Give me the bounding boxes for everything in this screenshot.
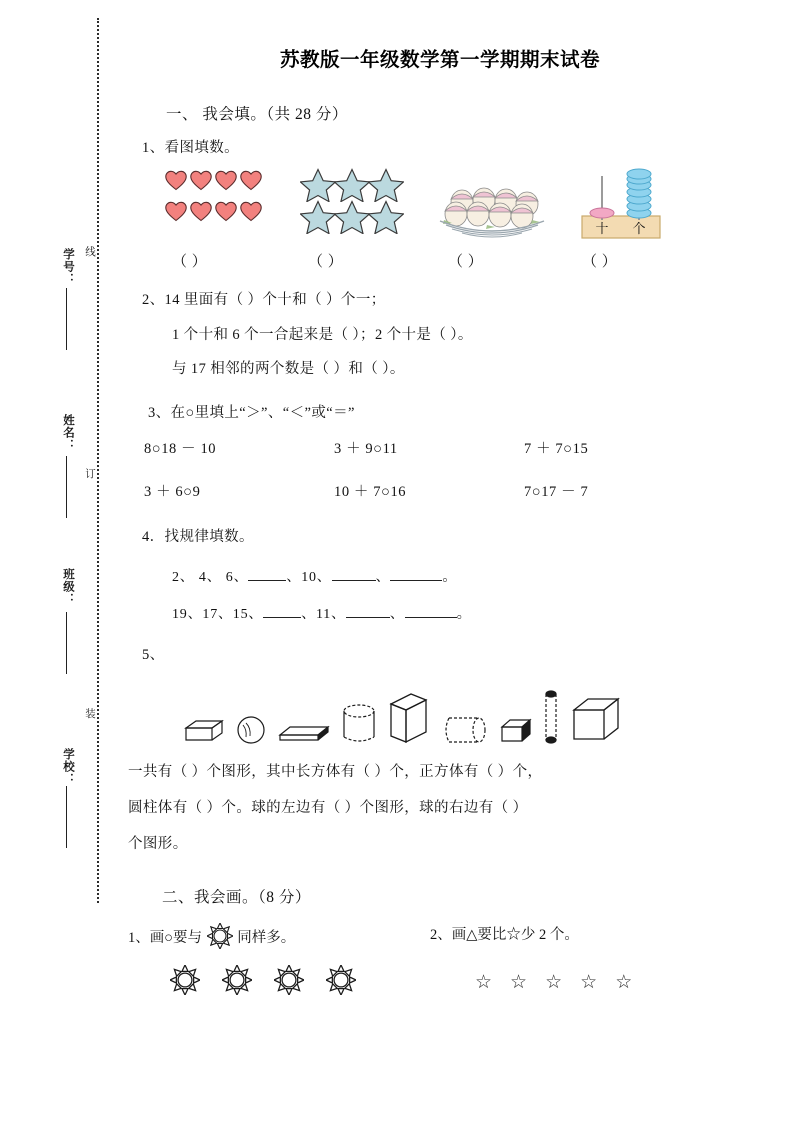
- answer-paren-1[interactable]: （ ）: [172, 253, 208, 270]
- question-4-prompt: 4．找规律填数。: [142, 528, 254, 545]
- sequence-1-blank-3[interactable]: [390, 580, 442, 581]
- star-icon: [300, 200, 336, 234]
- question-5-text-line-1: 一共有（ ）个图形，其中长方体有（ ）个，正方体有（ ）个，: [128, 764, 543, 781]
- sequence-2-middle: 、11、: [301, 606, 346, 622]
- heart-icon: [164, 168, 188, 192]
- heart-icon: [239, 199, 263, 223]
- section-heading-1: 一、 我会填。（共 28 分）: [166, 106, 348, 123]
- binding-dotted-line: [97, 18, 99, 903]
- margin-rule-4: [66, 786, 67, 848]
- draw-question-1: [128, 923, 295, 954]
- sequence-2-blank-1[interactable]: [263, 617, 301, 618]
- sequence-1-blank-1[interactable]: [248, 580, 286, 581]
- sun-icon: [207, 923, 233, 954]
- heart-icon: [189, 199, 213, 223]
- question-4-sequence-2: [120, 603, 760, 623]
- margin-name-label: 姓名：: [62, 414, 74, 452]
- sequence-2-suffix: 、: [389, 606, 405, 622]
- binding-margin: [0, 0, 100, 1122]
- solid-sphere-icon: [235, 714, 267, 746]
- solid-cylinder-icon: [341, 702, 377, 746]
- question-2-line-1: 2、14 里面有（ ）个十和（ ）个一；: [142, 291, 386, 308]
- star-icon: [368, 168, 404, 202]
- abacus-tens-label: 十: [595, 221, 609, 237]
- solid-small-cube-icon: [498, 714, 534, 746]
- question-3-prompt: 3、在○里填上“＞”、“＜”或“＝”: [148, 405, 355, 421]
- star-icon: [334, 200, 370, 234]
- stars-grid: [300, 168, 402, 232]
- hearts-group: [164, 168, 264, 246]
- sun-icon: [170, 965, 200, 995]
- sun-icon: [326, 965, 356, 995]
- margin-mark-ding: 订: [84, 468, 96, 479]
- sequence-2-prefix: 19、17、15、: [172, 606, 264, 622]
- margin-mark-zhuang: 装: [84, 708, 96, 719]
- abacus-ones-label: 个: [632, 221, 646, 237]
- sun-shapes-row: [170, 965, 356, 995]
- sun-icon: [274, 965, 304, 995]
- abacus-image: [572, 168, 672, 246]
- margin-rule-3: [66, 612, 67, 674]
- star-outline-icon: ☆: [475, 971, 493, 994]
- draw-question-2: 2、画△要比☆少 2 个。: [430, 927, 579, 944]
- question-2-line-3: 与 17 相邻的两个数是（ ）和（ ）。: [172, 361, 405, 378]
- question-2-line-2: 1 个十和 6 个一合起来是（ ）；2 个十是（ ）。: [172, 326, 473, 343]
- stars-group: [300, 168, 402, 246]
- page-title: 苏教版一年级数学第一学期期末试卷: [279, 48, 600, 71]
- section-heading-2: 二、我会画。（8 分）: [162, 889, 311, 907]
- star-outline-icon: ☆: [615, 971, 633, 994]
- margin-student-id-label: 学号：: [62, 248, 74, 286]
- margin-rule-1: [66, 288, 67, 350]
- question-1-picture-row: [120, 168, 760, 246]
- solid-lying-cylinder-icon: [439, 714, 489, 746]
- draw-questions-row: [120, 923, 760, 953]
- sequence-1-prefix: 2、 4、 6、: [172, 569, 249, 585]
- star-icon: [300, 168, 336, 202]
- margin-school-label: 学校：: [62, 748, 74, 786]
- question-1-text: 看图填数。: [164, 140, 240, 156]
- sequence-2-terminator: 。: [456, 606, 472, 622]
- solid-large-cube-icon: [568, 694, 624, 746]
- sun-icon: [222, 965, 252, 995]
- solid-cuboid-icon: [180, 714, 226, 746]
- sequence-1-suffix: 、: [375, 569, 391, 585]
- question-3-compare-grid: [120, 437, 760, 501]
- question-5-number: 5、: [142, 646, 165, 663]
- star-shapes-row: [475, 971, 632, 993]
- answer-paren-3[interactable]: （ ）: [448, 253, 484, 270]
- sequence-1-blank-2[interactable]: [332, 580, 376, 581]
- answer-paren-2[interactable]: （ ）: [308, 253, 344, 270]
- star-outline-icon: ☆: [545, 971, 563, 994]
- draw-q1-text-before: 1、画○要与: [128, 930, 203, 947]
- hearts-grid: [164, 168, 264, 230]
- answer-paren-4[interactable]: （ ）: [582, 253, 618, 270]
- heart-icon: [164, 199, 188, 223]
- heart-icon: [189, 168, 213, 192]
- heart-icon: [214, 199, 238, 223]
- sequence-2-blank-3[interactable]: [405, 617, 457, 618]
- sequence-1-middle: 、10、: [286, 569, 332, 585]
- compare-item[interactable]: 7 ＋ 7○15: [524, 440, 589, 457]
- solid-tall-cuboid-icon: [386, 690, 430, 746]
- star-icon: [368, 200, 404, 234]
- star-outline-icon: ☆: [510, 971, 528, 994]
- heart-icon: [239, 168, 263, 192]
- draw-q1-text-after: 同样多。: [237, 930, 296, 947]
- question-5-solids-row: [120, 672, 760, 746]
- sequence-1-terminator: 。: [442, 569, 458, 585]
- question-4-sequence-1: [120, 566, 760, 586]
- compare-item[interactable]: 8○18 － 10: [144, 440, 217, 457]
- question-5-text-line-3: 个图形。: [128, 835, 188, 852]
- heart-icon: [214, 168, 238, 192]
- margin-rule-2: [66, 456, 67, 518]
- exam-sheet: [120, 0, 760, 1023]
- question-1-answer-row: [120, 250, 760, 276]
- margin-mark-xian: 线: [84, 246, 96, 257]
- draw-answers-row: [120, 965, 760, 1023]
- question-5-text-line-2: 圆柱体有（ ）个。球的左边有（ ）个图形，球的右边有（ ）: [128, 799, 528, 816]
- sequence-2-blank-2[interactable]: [346, 617, 390, 618]
- question-1-prompt: [120, 138, 760, 160]
- margin-class-label: 班级：: [62, 568, 74, 606]
- compare-item[interactable]: 10 ＋ 7○16: [334, 483, 407, 500]
- star-outline-icon: ☆: [580, 971, 598, 994]
- solid-flat-cuboid-icon: [276, 718, 332, 746]
- peaches-plate-image: [432, 176, 552, 254]
- compare-item[interactable]: 3 ＋ 9○11: [334, 440, 398, 457]
- question-1-number: 1、: [142, 140, 165, 156]
- solid-thin-cylinder-icon: [543, 688, 559, 746]
- compare-item[interactable]: 7○17 － 7: [524, 483, 589, 500]
- star-icon: [334, 168, 370, 202]
- compare-item[interactable]: 3 ＋ 6○9: [144, 483, 201, 500]
